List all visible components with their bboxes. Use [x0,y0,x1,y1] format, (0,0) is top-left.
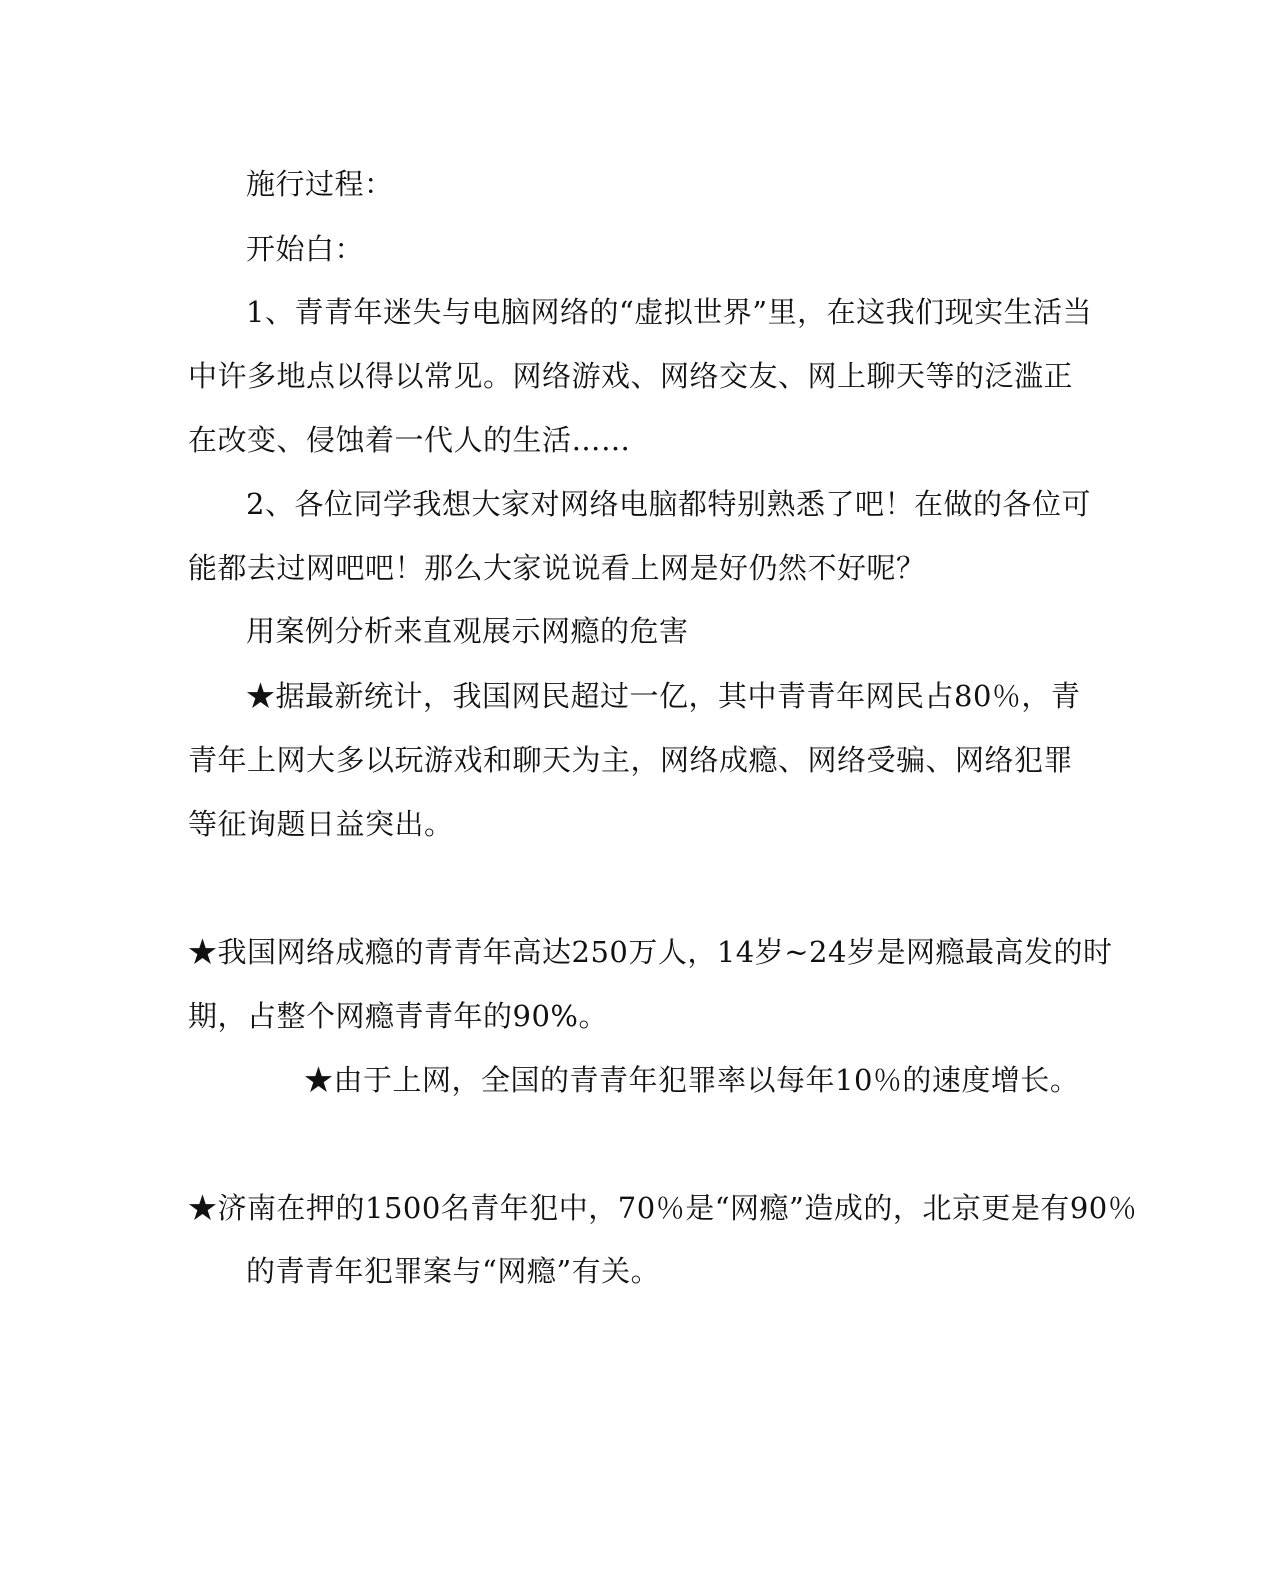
statistic-1-line-2: 青年上网大多以玩游戏和聊天为主，网络成瘾、网络受骗、网络犯罪 [188,743,1074,777]
paragraph-2-line-2: 能都去过网吧吧！那么大家说说看上网是好仍然不好呢？ [188,551,926,585]
paragraph-1-line-2: 中许多地点以得以常见。网络游戏、网络交友、网上聊天等的泛滥正 [188,359,1074,393]
heading-implementation-process: 施行过程： [246,167,394,201]
statistic-3: ★由于上网，全国的青青年犯罪率以每年10％的速度增长。 [304,1063,1080,1097]
statistic-1-line-1: ★据最新统计，我国网民超过一亿，其中青青年网民占80％，青 [246,679,1081,713]
statistic-2-line-1: ★我国网络成瘾的青青年高达250万人，14岁~24岁是网瘾最高发的时 [188,935,1113,969]
statistic-4-line-1: ★济南在押的1500名青年犯中，70％是“网瘾”造成的，北京更是有90％ [188,1191,1138,1225]
statistic-1-line-3: 等征询题日益突出。 [188,807,454,841]
heading-opening-remarks: 开始白： [246,232,365,266]
statistic-2-line-2: 期，占整个网瘾青青年的90%。 [188,999,608,1033]
statistic-4-line-2: 的青青年犯罪案与“网瘾”有关。 [246,1254,661,1288]
paragraph-1-line-1: 1、青青年迷失与电脑网络的“虚拟世界”里，在这我们现实生活当 [246,295,1093,329]
paragraph-2-line-1: 2、各位同学我想大家对网络电脑都特别熟悉了吧！在做的各位可 [246,487,1091,521]
case-analysis-intro: 用案例分析来直观展示网瘾的危害 [246,614,689,648]
paragraph-1-line-3: 在改变、侵蚀着一代人的生活…… [188,423,631,457]
